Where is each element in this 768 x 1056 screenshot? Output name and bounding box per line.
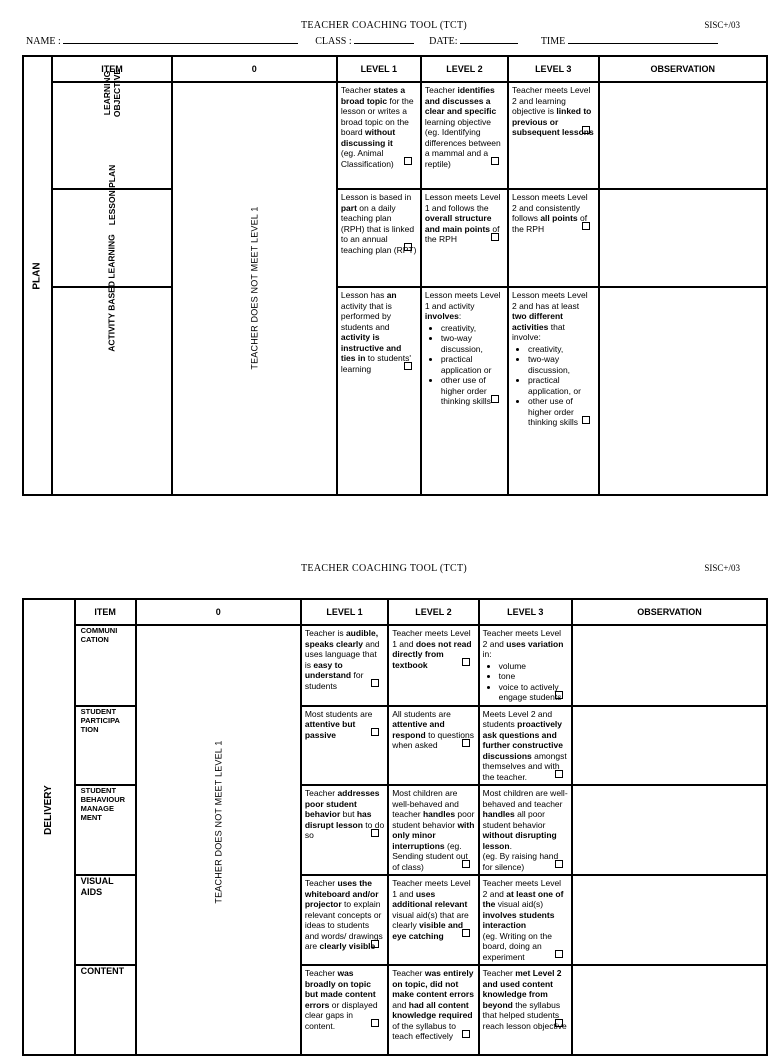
checkbox[interactable] bbox=[491, 157, 499, 165]
observation-cell[interactable] bbox=[572, 965, 767, 1055]
checkbox[interactable] bbox=[555, 1019, 563, 1027]
observation-cell[interactable] bbox=[572, 625, 767, 706]
col-item: ITEM bbox=[52, 56, 171, 82]
checkbox[interactable] bbox=[582, 416, 590, 424]
col-level3: LEVEL 3 bbox=[508, 56, 599, 82]
time-field[interactable] bbox=[568, 34, 718, 44]
name-label: NAME : bbox=[26, 36, 61, 47]
level0-cell: TEACHER DOES NOT MEET LEVEL 1 bbox=[172, 82, 337, 495]
plan-table bbox=[22, 55, 768, 496]
checkbox[interactable] bbox=[371, 728, 379, 736]
plan-0-l1: Teacher states a broad topic for the lesson or writes a broad topic on the board without discussing it (eg. Animal Classification) bbox=[340, 85, 414, 169]
delivery-3-l3: Teacher meets Level 2 and at least one of the visual aid(s) involves students interaction (eg. Writing on the board, doing an experiment bbox=[482, 878, 564, 962]
table-row bbox=[23, 625, 767, 706]
checkbox[interactable] bbox=[371, 829, 379, 837]
checkbox[interactable] bbox=[555, 691, 563, 699]
observation-cell[interactable] bbox=[572, 706, 767, 786]
col-level3: LEVEL 3 bbox=[479, 599, 572, 625]
observation-cell[interactable] bbox=[572, 785, 767, 875]
page1-form-code: SISC+/03 bbox=[704, 20, 740, 30]
checkbox[interactable] bbox=[555, 770, 563, 778]
class-label: CLASS : bbox=[315, 36, 352, 47]
item-label: STUDENT BEHAVIOUR MANAGE MENT bbox=[75, 785, 136, 875]
table-row bbox=[23, 706, 767, 786]
plan-2-l1: Lesson has an activity that is performed by students and activity is instructive and ties in to students' learning bbox=[340, 290, 411, 374]
delivery-3-l2: Teacher meets Level 1 and uses additional relevant visual aid(s) that are clearly visible and eye catching bbox=[392, 878, 471, 941]
delivery-0-l2: Teacher meets Level 1 and does not read directly from textbook bbox=[392, 628, 472, 670]
delivery-1-l3: Meets Level 2 and students proactively ask questions and further constructive discussions amongst themselves and with the teacher. bbox=[482, 708, 567, 782]
delivery-4-l3: Teacher met Level 2 and used content knowledge from beyond the syllabus that helped students reach lesson objective bbox=[482, 968, 567, 1031]
plan-2-l2: Lesson meets Level 1 and activity involves: • creativity, • two-way discussion, • practical application or • other use of higher order thinking skills bbox=[422, 288, 507, 409]
item-label: VISUAL AIDS bbox=[75, 875, 136, 965]
col-zero: 0 bbox=[172, 56, 337, 82]
delivery-4-l1: Teacher was broadly on topic but made content errors or displayed clear gaps in content. bbox=[304, 968, 378, 1031]
checkbox[interactable] bbox=[462, 1030, 470, 1038]
time-label: TIME bbox=[540, 36, 566, 47]
page2-title: TEACHER COACHING TOOL (TCT) bbox=[301, 563, 467, 574]
page1-title: TEACHER COACHING TOOL (TCT) bbox=[301, 20, 467, 31]
delivery-0-l3: Teacher meets Level 2 and uses variation in: • volume • tone • voice to actively engage students bbox=[480, 626, 571, 705]
table-row bbox=[23, 189, 767, 287]
checkbox[interactable] bbox=[462, 658, 470, 666]
header-fields bbox=[26, 34, 718, 47]
item-label: CONTENT bbox=[75, 965, 136, 1055]
plan-1-l2: Lesson meets Level 1 and follows the overall structure and main points of the RPH bbox=[424, 192, 501, 244]
item-label: LESSON PLAN bbox=[52, 189, 171, 287]
level0-cell: TEACHER DOES NOT MEET LEVEL 1 bbox=[136, 625, 301, 1055]
delivery-2-l3: Most children are well-behaved and teacher handles all poor student behavior without disrupting lesson. (eg. By raising hand for silence) bbox=[482, 788, 568, 872]
page2-form-code: SISC+/03 bbox=[704, 563, 740, 573]
observation-cell[interactable] bbox=[572, 875, 767, 965]
delivery-0-l1: Teacher is audible, speaks clearly and uses language that is easy to understand for students bbox=[304, 628, 380, 691]
date-field[interactable] bbox=[460, 34, 518, 44]
checkbox[interactable] bbox=[491, 395, 499, 403]
plan-2-l3: Lesson meets Level 2 and has at least two different activities that involve: • creativity, • two-way discussion, • practical application, or • other use of higher order thinking skills bbox=[509, 288, 598, 430]
checkbox[interactable] bbox=[371, 679, 379, 687]
col-level2: LEVEL 2 bbox=[421, 56, 508, 82]
class-field[interactable] bbox=[354, 34, 414, 44]
plan-1-l1: Lesson is based in part on a daily teaching plan (RPH) that is linked to an annual teaching plan (RPT) bbox=[340, 192, 417, 255]
checkbox[interactable] bbox=[371, 940, 379, 948]
checkbox[interactable] bbox=[555, 860, 563, 868]
checkbox[interactable] bbox=[491, 233, 499, 241]
item-label: COMMUNI CATION bbox=[75, 625, 136, 706]
delivery-1-l2: All students are attentive and respond to questions when asked bbox=[392, 708, 474, 750]
observation-cell[interactable] bbox=[599, 82, 768, 189]
checkbox[interactable] bbox=[371, 1019, 379, 1027]
col-zero: 0 bbox=[136, 599, 301, 625]
checkbox[interactable] bbox=[462, 860, 470, 868]
table-row bbox=[23, 965, 767, 1055]
checkbox[interactable] bbox=[582, 126, 590, 134]
checkbox[interactable] bbox=[462, 739, 470, 747]
checkbox[interactable] bbox=[404, 243, 412, 251]
delivery-section-label: DELIVERY bbox=[23, 599, 75, 1055]
delivery-1-l1: Most students are attentive but passive bbox=[302, 707, 387, 743]
table-row bbox=[23, 82, 767, 189]
col-observation: OBSERVATION bbox=[572, 599, 767, 625]
checkbox[interactable] bbox=[555, 950, 563, 958]
plan-0-l3: Teacher meets Level 2 and learning objective is linked to previous or subsequent lessons bbox=[511, 85, 594, 137]
item-label: STUDENT PARTICIPA TION bbox=[75, 706, 136, 786]
date-label: DATE: bbox=[429, 36, 458, 47]
col-observation: OBSERVATION bbox=[599, 56, 768, 82]
delivery-2-l2: Most children are well-behaved and teacher handles poor student behavior with only minor interruptions (eg. Sending student out of class) bbox=[392, 788, 475, 872]
delivery-2-l1: Teacher addresses poor student behavior but has disrupt lesson to do so bbox=[304, 788, 385, 840]
col-item: ITEM bbox=[75, 599, 136, 625]
table-row bbox=[23, 875, 767, 965]
plan-1-l3: Lesson meets Level 2 and consistently follows all points of the RPH bbox=[511, 192, 588, 234]
checkbox[interactable] bbox=[582, 222, 590, 230]
item-label: LEARNING OBJECTIVE bbox=[52, 82, 171, 189]
plan-section-label: PLAN bbox=[23, 56, 52, 495]
table-row bbox=[23, 287, 767, 495]
observation-cell[interactable] bbox=[599, 287, 768, 495]
item-label: ACTIVITY BASED LEARNING bbox=[52, 287, 171, 495]
delivery-4-l2: Teacher was entirely on topic, did not make content errors and had all content knowledge required of the syllabus to teach effectively bbox=[392, 968, 474, 1041]
col-level2: LEVEL 2 bbox=[388, 599, 478, 625]
checkbox[interactable] bbox=[404, 157, 412, 165]
col-level1: LEVEL 1 bbox=[337, 56, 421, 82]
name-field[interactable] bbox=[63, 34, 298, 44]
table-row bbox=[23, 785, 767, 875]
col-level1: LEVEL 1 bbox=[301, 599, 388, 625]
delivery-table bbox=[22, 598, 768, 1056]
plan-0-l2: Teacher identifies and discusses a clear and specific learning objective (eg. Identifying differences between a mammal and a reptile) bbox=[424, 85, 501, 169]
delivery-3-l1: Teacher uses the whiteboard and/or projector to explain relevant concepts or ideas to students and words/ drawings are clearly visible bbox=[304, 878, 383, 951]
checkbox[interactable] bbox=[462, 929, 470, 937]
checkbox[interactable] bbox=[404, 362, 412, 370]
observation-cell[interactable] bbox=[599, 189, 768, 287]
